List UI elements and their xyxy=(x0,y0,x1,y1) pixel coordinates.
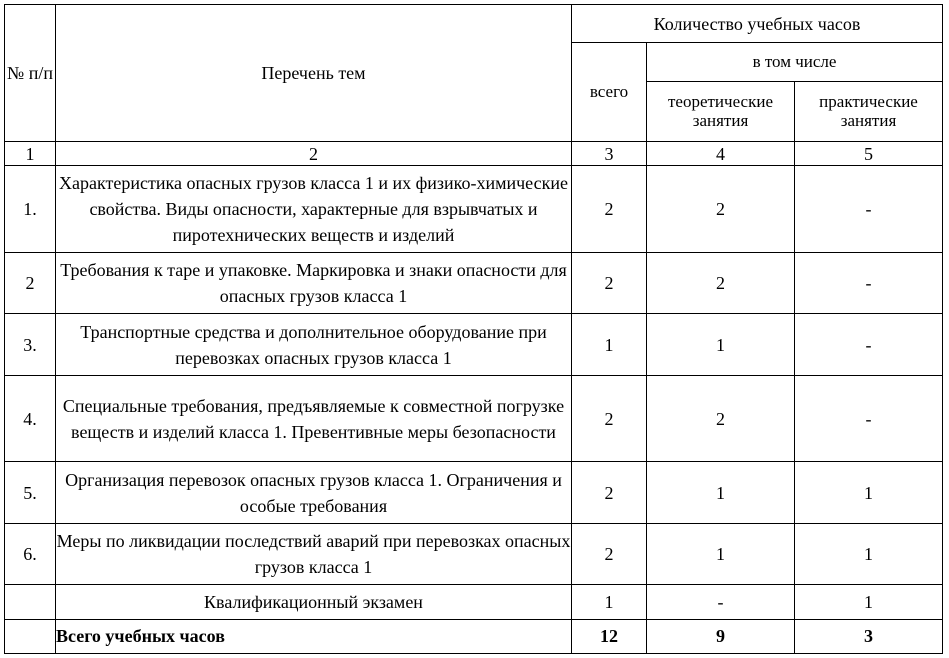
column-number: 5 xyxy=(795,142,943,166)
column-number: 3 xyxy=(572,142,647,166)
row-total-hours: 2 xyxy=(572,523,647,584)
row-total-hours: 2 xyxy=(572,252,647,313)
row-number: 1. xyxy=(5,166,56,253)
row-theory-hours: 2 xyxy=(647,166,795,253)
row-theory-hours: - xyxy=(647,585,795,619)
row-practice-hours: 1 xyxy=(795,523,943,584)
row-total-hours: 2 xyxy=(572,375,647,462)
header-practice: практические занятия xyxy=(795,81,943,141)
header-hours: Количество учебных часов xyxy=(572,5,943,43)
row-topic: Транспортные средства и дополнительное оборудование при перевозках опасных грузов класса 1 xyxy=(56,314,572,375)
row-total-hours: 1 xyxy=(572,314,647,375)
column-numbers-row xyxy=(5,142,943,166)
row-topic: Требования к таре и упаковке. Маркировка и знаки опасности для опасных грузов класса 1 xyxy=(56,252,572,313)
row-number: 6. xyxy=(5,523,56,584)
header-total: всего xyxy=(572,43,647,142)
total-practice-hours: 3 xyxy=(795,619,943,653)
header-including: в том числе xyxy=(647,43,943,81)
row-total-hours: 2 xyxy=(572,166,647,253)
row-topic: Квалификационный экзамен xyxy=(56,585,572,619)
column-number: 2 xyxy=(56,142,572,166)
row-topic: Характеристика опасных грузов класса 1 и их физико-химические свойства. Виды опасности, характерные для взрывчатых и пиротехнических веществ и изделий xyxy=(56,166,572,253)
curriculum-table xyxy=(4,4,943,654)
row-practice-hours: - xyxy=(795,166,943,253)
row-theory-hours: 2 xyxy=(647,375,795,462)
header-topics: Перечень тем xyxy=(56,5,572,142)
table-row xyxy=(5,462,943,523)
header-num: № п/п xyxy=(5,5,56,142)
table-row xyxy=(5,585,943,619)
row-practice-hours: - xyxy=(795,252,943,313)
row-topic: Меры по ликвидации последствий аварий при перевозках опасных грузов класса 1 xyxy=(56,523,572,584)
column-number: 1 xyxy=(5,142,56,166)
total-row-number xyxy=(5,619,56,653)
table-row xyxy=(5,252,943,313)
row-topic: Специальные требования, предъявляемые к совместной погрузке веществ и изделий класса 1. Превентивные меры безопасности xyxy=(56,375,572,462)
row-number: 4. xyxy=(5,375,56,462)
row-theory-hours: 1 xyxy=(647,314,795,375)
table-row xyxy=(5,523,943,584)
row-number xyxy=(5,585,56,619)
row-number: 5. xyxy=(5,462,56,523)
total-hours: 12 xyxy=(572,619,647,653)
row-total-hours: 1 xyxy=(572,585,647,619)
row-number: 3. xyxy=(5,314,56,375)
row-number: 2 xyxy=(5,252,56,313)
table-row xyxy=(5,375,943,462)
table-row xyxy=(5,314,943,375)
row-theory-hours: 1 xyxy=(647,462,795,523)
total-label: Всего учебных часов xyxy=(56,619,572,653)
row-theory-hours: 1 xyxy=(647,523,795,584)
row-practice-hours: 1 xyxy=(795,585,943,619)
column-number: 4 xyxy=(647,142,795,166)
row-practice-hours: - xyxy=(795,314,943,375)
row-theory-hours: 2 xyxy=(647,252,795,313)
row-topic: Организация перевозок опасных грузов класса 1. Ограничения и особые требования xyxy=(56,462,572,523)
row-practice-hours: 1 xyxy=(795,462,943,523)
header-theory: теоретические занятия xyxy=(647,81,795,141)
row-practice-hours: - xyxy=(795,375,943,462)
total-theory-hours: 9 xyxy=(647,619,795,653)
total-row xyxy=(5,619,943,653)
row-total-hours: 2 xyxy=(572,462,647,523)
header-row-1 xyxy=(5,5,943,43)
table-row xyxy=(5,166,943,253)
